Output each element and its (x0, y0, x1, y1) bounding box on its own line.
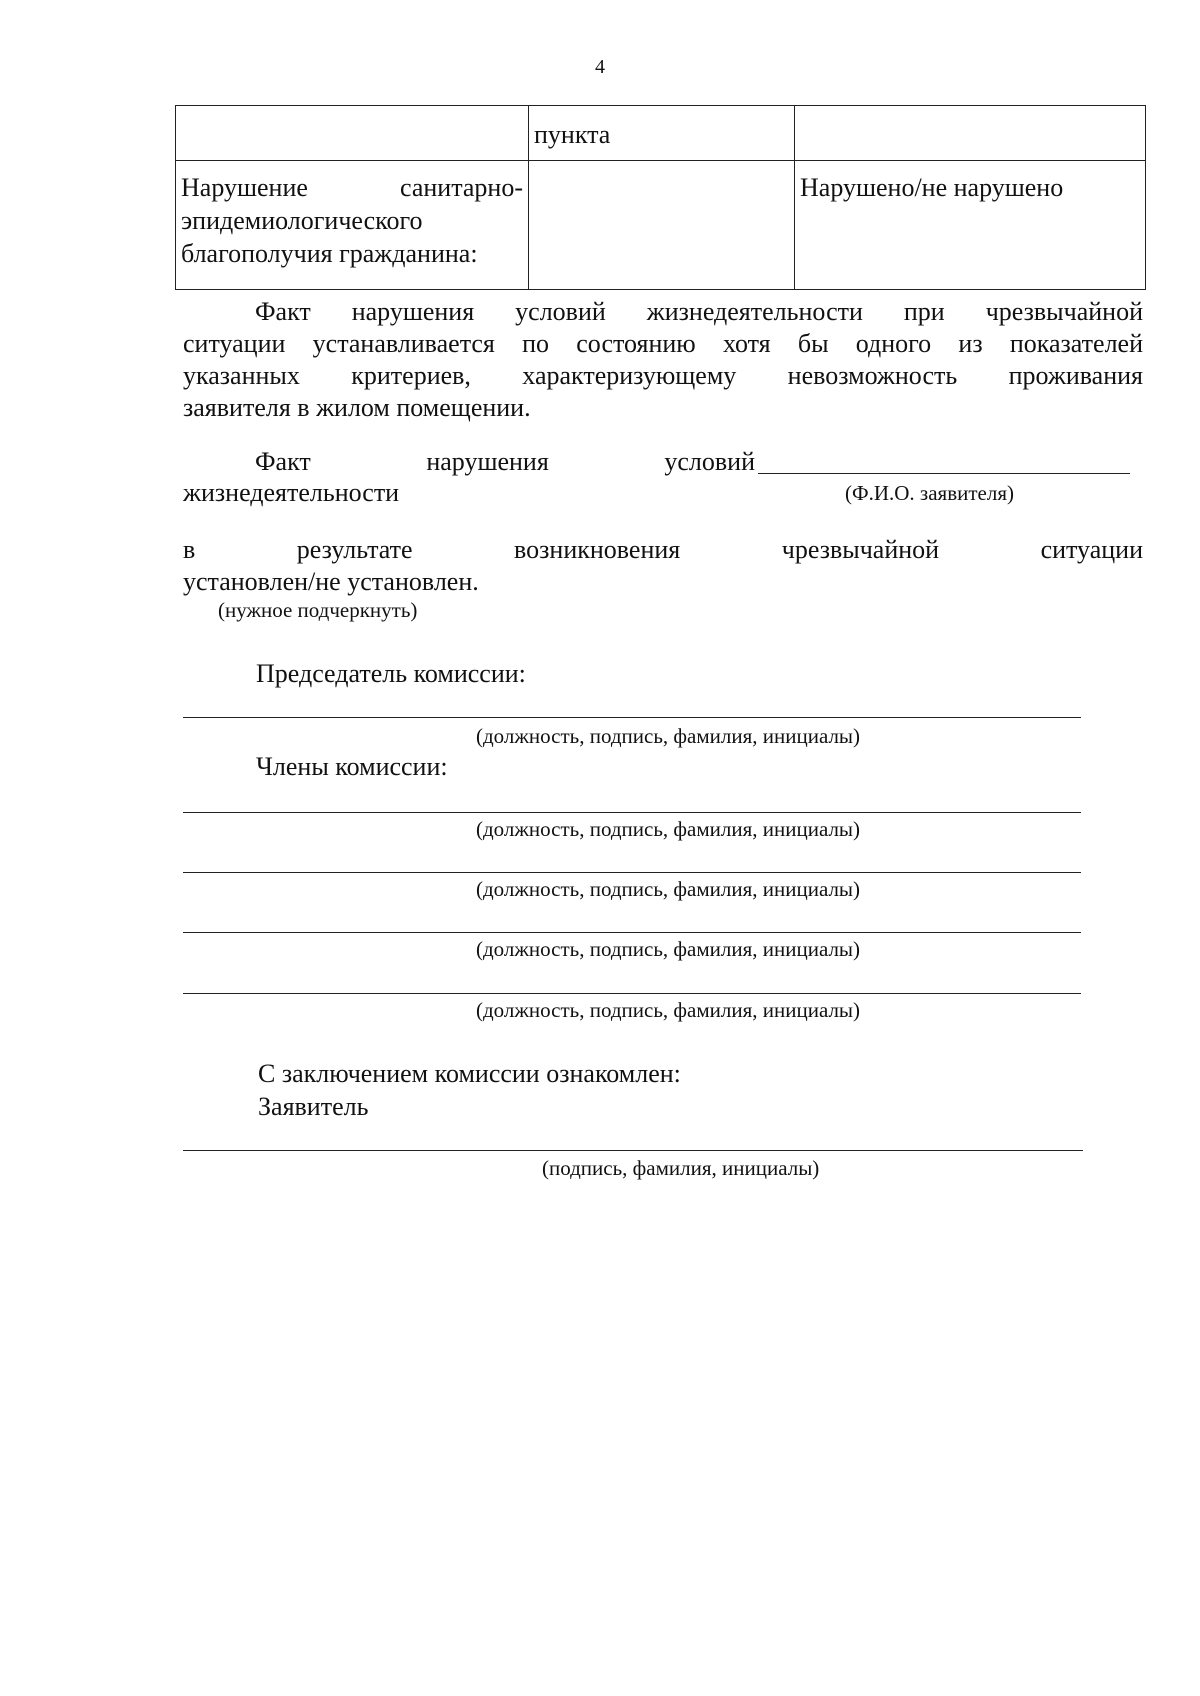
acknowledgement-line1: С заключением комиссии ознакомлен: (258, 1059, 681, 1088)
fact-line1: Факт нарушения условий (255, 447, 755, 476)
paragraph1-line3: указанных критериев, характеризующему невозможность проживания (183, 361, 1143, 390)
chairman-signature-line (183, 717, 1081, 718)
paragraph1-line1: Факт нарушения условий жизнедеятельности при чрезвычайной (255, 297, 1143, 326)
table-row (176, 106, 1146, 161)
signature-caption: (должность, подпись, фамилия, инициалы) (476, 877, 861, 901)
table-cell (176, 106, 529, 161)
signature-caption: (должность, подпись, фамилия, инициалы) (476, 817, 861, 841)
table-cell: пункта (529, 106, 795, 161)
underline-note: (нужное подчеркнуть) (218, 598, 418, 622)
table-cell (795, 106, 1146, 161)
fact-line4: установлен/не установлен. (183, 567, 479, 596)
chairman-label: Председатель комиссии: (256, 659, 526, 688)
criterion-name-line1: Нарушение санитарно- (181, 173, 523, 202)
applicant-label: Заявитель (258, 1092, 369, 1121)
criterion-name-rest: эпидемиологического благополучия гражданина: (181, 206, 478, 268)
table-cell (176, 161, 529, 290)
criteria-table (175, 105, 1146, 290)
member-signature-line (183, 993, 1081, 994)
applicant-signature-line (183, 1150, 1083, 1151)
paragraph1-line4: заявителя в жилом помещении. (183, 393, 531, 422)
member-signature-line (183, 812, 1081, 813)
members-label: Члены комиссии: (256, 752, 448, 781)
applicant-name-line (758, 473, 1130, 474)
signature-caption: (должность, подпись, фамилия, инициалы) (476, 937, 861, 961)
member-signature-line (183, 872, 1081, 873)
fact-line2: жизнедеятельности (183, 478, 400, 507)
criterion-status-cell: Нарушено/не нарушено (795, 161, 1146, 290)
member-signature-line (183, 932, 1081, 933)
signature-caption: (должность, подпись, фамилия, инициалы) (476, 724, 861, 748)
fact-line3: в результате возникновения чрезвычайной ситуации (183, 535, 1143, 564)
signature-caption: (должность, подпись, фамилия, инициалы) (476, 998, 861, 1022)
paragraph1-line2: ситуации устанавливается по состоянию хотя бы одного из показателей (183, 329, 1143, 358)
paragraph-fact-definition (183, 296, 1143, 424)
applicant-caption: (Ф.И.О. заявителя) (845, 481, 1014, 505)
table-row (176, 161, 1146, 290)
applicant-signature-caption: (подпись, фамилия, инициалы) (542, 1156, 820, 1180)
table-cell (529, 161, 795, 290)
page-number: 4 (595, 56, 605, 78)
